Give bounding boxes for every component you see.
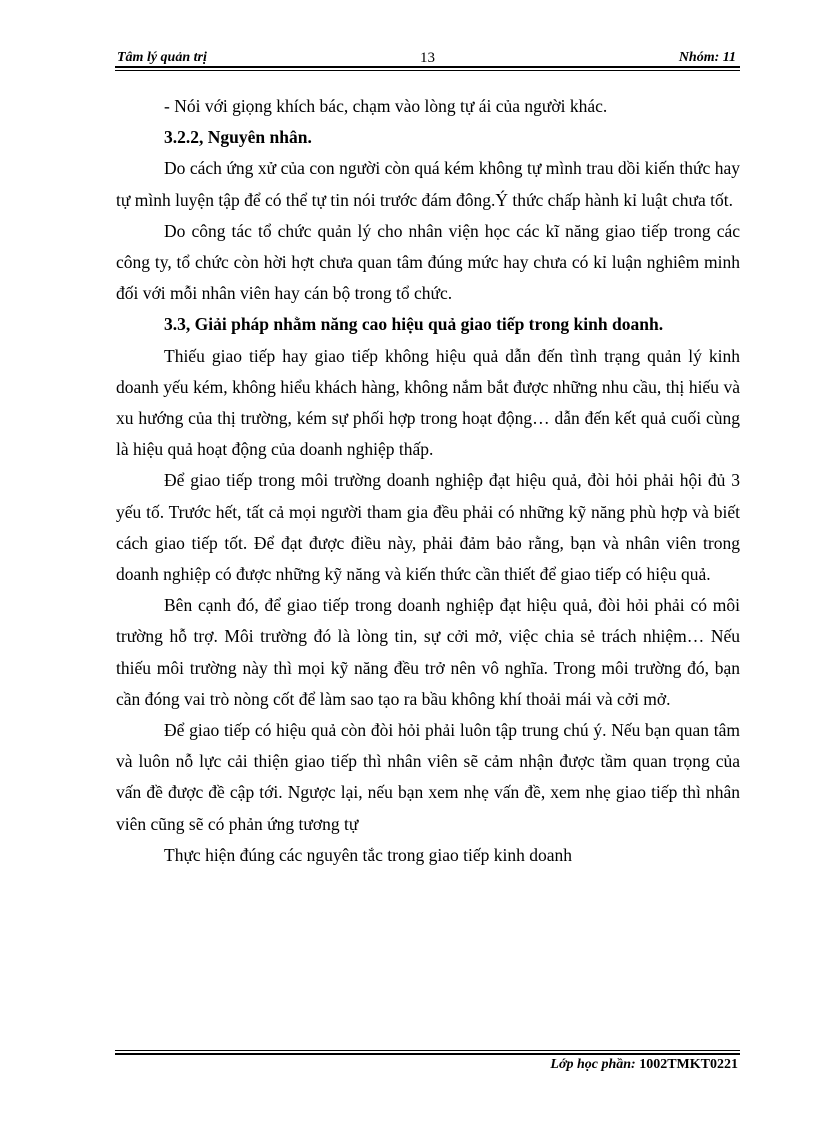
page-number: 13: [420, 50, 435, 66]
paragraph: Thiếu giao tiếp hay giao tiếp không hiệu quả dẫn đến tình trạng quản lý kinh doanh yếu kém, không hiểu khách hàng, không nắm bắt được những nhu cầu, thị hiếu và xu hướng của thị trường, kém sự phối hợp trong hoạt động… dẫn đến kết quả cuối cùng là hiệu quả hoạt động của doanh nghiệp thấp.: [116, 345, 740, 460]
paragraph: Bên cạnh đó, để giao tiếp trong doanh nghiệp đạt hiệu quả, đòi hỏi phải có môi trường hỗ trợ. Môi trường đó là lòng tin, sự cởi mở, việc chia sẻ trách nhiệm… Nếu thiếu môi trường này thì mọi kỹ năng đều trở nên vô nghĩa. Trong môi trường đó, bạn cần đóng vai trò nòng cốt để làm sao tạo ra bầu không khí thoải mái và cởi mở.: [116, 595, 740, 709]
paragraph: Thực hiện đúng các nguyên tắc trong giao tiếp kinh doanh: [164, 844, 572, 865]
page-header: [115, 48, 740, 68]
footer-rule-thick: [115, 1053, 740, 1055]
section-heading: 3.3, Giải pháp nhằm năng cao hiệu quả giao tiếp trong kinh doanh.: [164, 314, 664, 335]
paragraph: Để giao tiếp trong môi trường doanh nghiệp đạt hiệu quả, đòi hỏi phải hội đủ 3 yếu tố. Trước hết, tất cả mọi người tham gia đều phải có những kỹ năng phù hợp và biết cách giao tiếp tốt. Để đạt được điều này, phải đảm bảo rằng, bạn và nhân viên trong doanh nghiệp có được những kỹ năng và kiến thức cần thiết để giao tiếp có hiệu quả.: [116, 470, 740, 585]
header-title: Tâm lý quản trị: [117, 50, 207, 65]
header-rule-thick: [115, 66, 740, 68]
document-body: [116, 91, 740, 871]
header-rule-thin: [115, 70, 740, 71]
paragraph: Do công tác tổ chức quản lý cho nhân viện học các kĩ năng giao tiếp trong các công ty, tổ chức còn hời hợt chưa quan tâm đúng mức hay chưa có kỉ luận nghiêm minh đối với mỗi nhân viên hay cán bộ trong tổ chức.: [116, 220, 740, 304]
footer-code: 1002TMKT0221: [639, 1057, 738, 1072]
header-group: Nhóm: 11: [678, 50, 736, 65]
paragraph: Để giao tiếp có hiệu quả còn đòi hỏi phải luôn tập trung chú ý. Nếu bạn quan tâm và luôn nỗ lực cải thiện giao tiếp thì nhân viên sẽ cảm nhận được tầm quan trọng của vấn đề được đề cập tới. Ngược lại, nếu bạn xem nhẹ vấn đề, xem nhẹ giao tiếp thì nhân viên cũng sẽ có phản ứng tương tự: [116, 720, 740, 834]
paragraph: - Nói với giọng khích bác, chạm vào lòng tự ái của người khác.: [164, 96, 608, 116]
footer-label: Lớp học phần:: [550, 1057, 636, 1072]
paragraph: Do cách ứng xử của con người còn quá kém không tự mình trau dồi kiến thức hay tự mình luyện tập để có thể tự tin nói trước đám đông.Ý thức chấp hành kỉ luật chưa tốt.: [116, 158, 740, 210]
section-heading: 3.2.2, Nguyên nhân.: [164, 127, 312, 148]
footer-rule-thin: [115, 1050, 740, 1051]
page-footer: [550, 1057, 738, 1073]
